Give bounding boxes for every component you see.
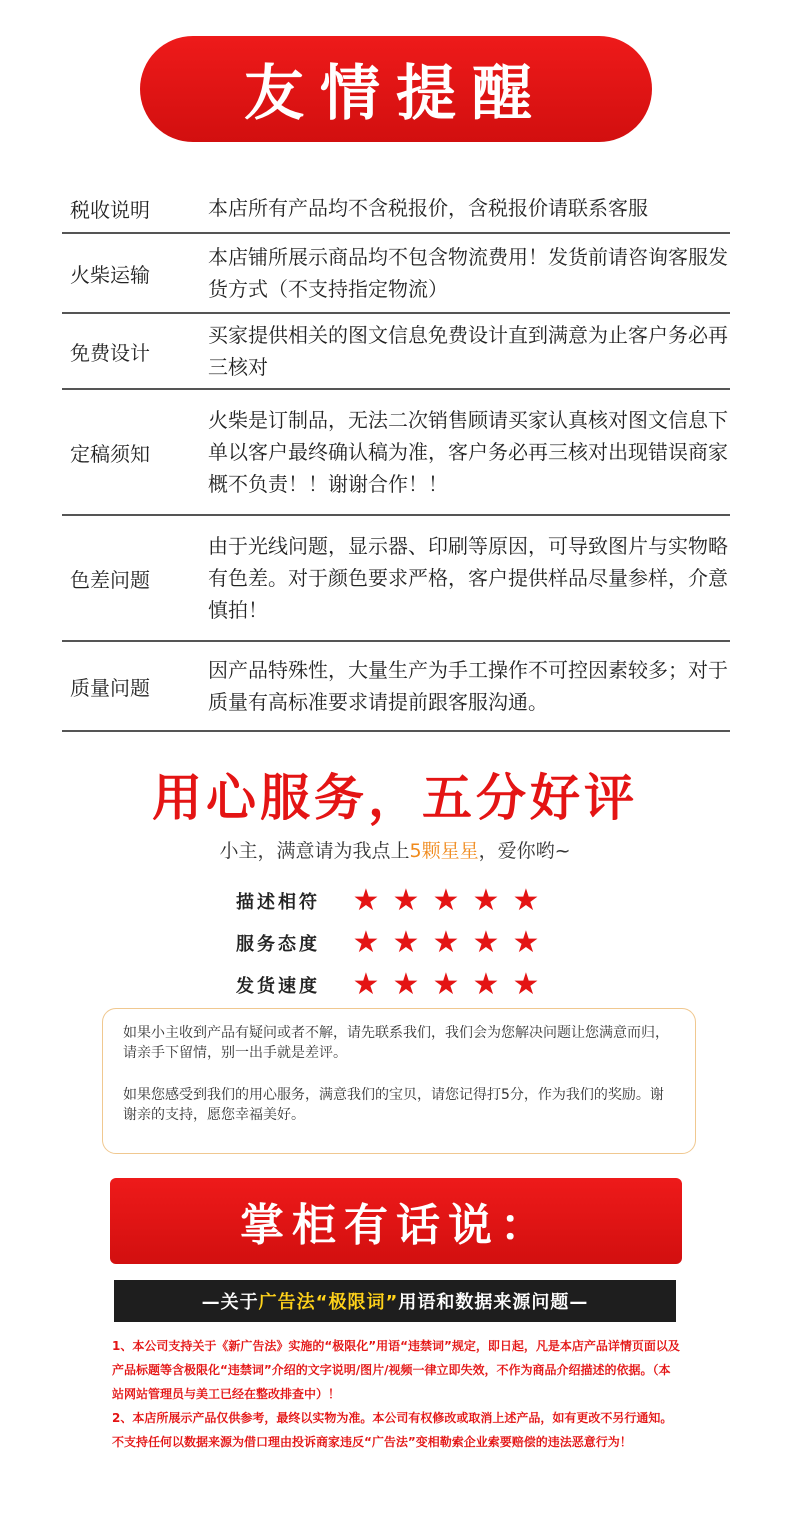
rating-block bbox=[236, 880, 546, 1006]
star-icon: ★ bbox=[512, 925, 540, 960]
notice-row-design bbox=[62, 314, 730, 390]
star-icon: ★ bbox=[432, 967, 460, 1002]
service-headline: 用心服务，五分好评 bbox=[152, 769, 638, 827]
message-box bbox=[102, 1008, 696, 1154]
reminder-title: 友情提醒 bbox=[244, 59, 548, 129]
star-icon: ★ bbox=[472, 967, 500, 1002]
legal-paragraph: 2、本店所展示产品仅供参考，最终以实物为准。本公司有权修改或取消上述产品，如有更改不另行通知。不支持任何以数据来源为借口理由投诉商家违反“广告法”变相勒索企业索要赔偿的违法恶意行为！ bbox=[112, 1411, 673, 1449]
notice-text: 本店铺所展示商品均不包含物流费用！发货前请咨询客服发货方式（不支持指定物流） bbox=[208, 245, 728, 301]
star-icon: ★ bbox=[392, 883, 420, 918]
star-icon: ★ bbox=[352, 883, 380, 918]
subline-highlight: 5颗星星 bbox=[409, 840, 479, 862]
star-icons bbox=[346, 925, 546, 960]
ad-law-bar bbox=[114, 1280, 676, 1322]
star-icon: ★ bbox=[392, 967, 420, 1002]
rating-label: 服务态度 bbox=[236, 934, 320, 955]
notice-text: 由于光线问题，显示器、印刷等原因，可导致图片与实物略有色差。对于颜色要求严格，客户提供样品尽量参样，介意慎拍！ bbox=[208, 534, 728, 622]
star-icon: ★ bbox=[472, 925, 500, 960]
legal-paragraph: 1、本公司支持关于《新广告法》实施的“极限化”用语“违禁词”规定，即日起，凡是本店产品详情页面以及产品标题等含极限化“违禁词”介绍的文字说明/图片/视频一律立即失效，不作为商品介绍描述的依据。（本站网站管理员与美工已经在整改排查中）！ bbox=[112, 1339, 680, 1401]
service-subline bbox=[0, 836, 790, 863]
notice-label: 色差问题 bbox=[70, 567, 150, 592]
rating-row-service bbox=[236, 922, 546, 964]
subline-suffix: ，爱你哟~ bbox=[478, 840, 571, 862]
star-icon: ★ bbox=[432, 925, 460, 960]
notice-label: 免费设计 bbox=[70, 340, 150, 365]
notice-row-finalize bbox=[62, 390, 730, 516]
notice-label: 质量问题 bbox=[70, 675, 150, 700]
notice-label: 火柴运输 bbox=[70, 262, 150, 287]
star-icon: ★ bbox=[392, 925, 420, 960]
notice-text: 因产品特殊性，大量生产为手工操作不可控因素较多；对于质量有高标准要求请提前跟客服沟通。 bbox=[208, 658, 728, 714]
star-icon: ★ bbox=[512, 883, 540, 918]
owner-banner bbox=[110, 1178, 682, 1264]
notice-row-tax bbox=[62, 184, 730, 234]
bar-highlight: 广告法“极限词” bbox=[258, 1292, 399, 1313]
rating-label: 描述相符 bbox=[236, 892, 320, 913]
notice-text: 买家提供相关的图文信息免费设计直到满意为止客户务必再三核对 bbox=[208, 323, 728, 379]
notice-table bbox=[62, 184, 730, 732]
reminder-banner bbox=[140, 36, 652, 142]
star-icon: ★ bbox=[352, 925, 380, 960]
subline-prefix: 小主，满意请为我点上 bbox=[219, 840, 410, 862]
legal-notice bbox=[112, 1334, 682, 1454]
message-paragraph: 如果您感受到我们的用心服务，满意我们的宝贝，请您记得打5分，作为我们的奖励。谢谢亲的支持，愿您幸福美好。 bbox=[123, 1087, 664, 1123]
star-icon: ★ bbox=[472, 883, 500, 918]
rating-row-description bbox=[236, 880, 546, 922]
notice-row-shipping bbox=[62, 234, 730, 314]
owner-title: 掌柜有话说： bbox=[240, 1200, 552, 1251]
notice-label: 税收说明 bbox=[70, 197, 150, 222]
star-icon: ★ bbox=[432, 883, 460, 918]
star-icons bbox=[346, 967, 546, 1002]
bar-prefix: —关于 bbox=[201, 1292, 259, 1313]
star-icon: ★ bbox=[352, 967, 380, 1002]
bar-suffix: 用语和数据来源问题— bbox=[398, 1292, 589, 1313]
notice-label: 定稿须知 bbox=[70, 441, 150, 466]
notice-text: 本店所有产品均不含税报价，含税报价请联系客服 bbox=[208, 196, 648, 220]
notice-row-color bbox=[62, 516, 730, 642]
message-paragraph: 如果小主收到产品有疑问或者不解，请先联系我们，我们会为您解决问题让您满意而归，请亲手下留情，别一出手就是差评。 bbox=[123, 1025, 669, 1061]
notice-text: 火柴是订制品，无法二次销售顾请买家认真核对图文信息下单以客户最终确认稿为准，客户务必再三核对出现错误商家概不负责！！谢谢合作！！ bbox=[208, 408, 728, 496]
star-icons bbox=[346, 883, 546, 918]
rating-label: 发货速度 bbox=[236, 976, 320, 997]
notice-row-quality bbox=[62, 642, 730, 732]
star-icon: ★ bbox=[512, 967, 540, 1002]
rating-row-shipping bbox=[236, 964, 546, 1006]
